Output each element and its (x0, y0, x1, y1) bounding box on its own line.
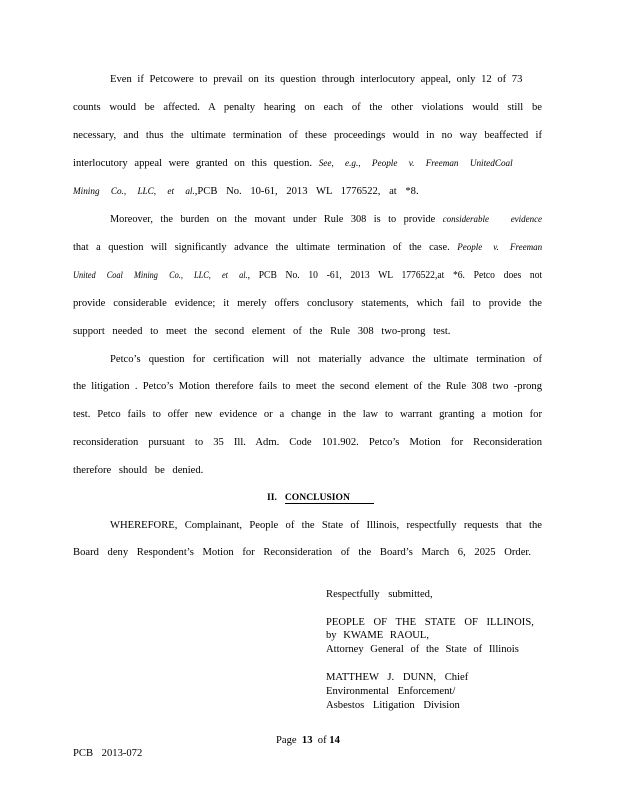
body-text: Moreover, the burden on the movant under Rule 308 is to provide (110, 214, 436, 225)
page-label: Page (276, 735, 297, 746)
signatory-name: by KWAME RAOUL, (326, 630, 430, 641)
citation: Mining Co., LLC, et al. (73, 186, 195, 196)
body-line: provide considerable evidence; it merely offers conclusory statements, which fail to provide the (73, 298, 542, 309)
citation-ref: , PCB No. 10 -61, 2013 WL 1776522,at *6. Petco does not (247, 270, 543, 281)
citation: People v. Freeman (457, 242, 543, 252)
body-line (110, 213, 542, 226)
body-line (73, 241, 542, 254)
page-of: of (317, 735, 327, 746)
body-line: counts would be affected. A penalty hearing on each of the other violations would still be (73, 102, 542, 113)
signatory-org: PEOPLE OF THE STATE OF ILLINOIS, (326, 617, 534, 628)
division-line: Environmental Enforcement/ (326, 686, 456, 697)
section-heading (267, 492, 374, 504)
case-number: PCB 2013-072 (73, 748, 143, 759)
body-line: therefore should be denied. (73, 465, 204, 476)
body-line: test. Petco fails to offer new evidence or a change in the law to warrant granting a motion for (73, 409, 542, 420)
body-line (73, 185, 419, 198)
body-line: reconsideration pursuant to 35 Ill. Adm. Code 101.902. Petco’s Motion for Reconsideration (73, 437, 542, 448)
citation: See, e.g., People v. Freeman UnitedCoal (318, 158, 513, 168)
citation: United Coal Mining Co., LLC, et al. (73, 270, 248, 280)
body-line: the litigation . Petco’s Motion therefore fails to meet the second element of the Rule 308 two -prong (73, 381, 542, 392)
division-line: Asbestos Litigation Division (326, 700, 460, 711)
body-line (73, 269, 542, 282)
closing: Respectfully submitted, (326, 589, 433, 600)
citation-ref: ,PCB No. 10-61, 2013 WL 1776522, at *8. (194, 186, 419, 197)
page-number (276, 734, 340, 747)
body-line: necessary, and thus the ultimate termination of these proceedings would in no way beaffected if (73, 130, 542, 141)
body-line: Petco’s question for certification will not materially advance the ultimate termination of (110, 354, 542, 365)
section-number: II. (267, 492, 277, 503)
body-line: support needed to meet the second element of the Rule 308 two-prong test. (73, 326, 451, 337)
page-total: 14 (329, 735, 340, 746)
body-line: WHEREFORE, Complainant, People of the State of Illinois, respectfully requests that the (110, 520, 542, 531)
body-line: Board deny Respondent’s Motion for Reconsideration of the Board’s March 6, 2025 Order. (73, 547, 532, 558)
second-signatory-name: MATTHEW J. DUNN, Chief (326, 672, 469, 683)
emphasis: considerable evidence (442, 214, 543, 224)
body-line: Even if Petcowere to prevail on its question through interlocutory appeal, only 12 of 73 (110, 74, 523, 85)
body-line (73, 157, 513, 170)
page-current: 13 (301, 735, 313, 746)
body-text: that a question will significantly advance the ultimate termination of the case. (73, 242, 450, 253)
section-title: CONCLUSION (285, 492, 374, 504)
body-text: interlocutory appeal were granted on this question. (73, 158, 313, 169)
signatory-title: Attorney General of the State of Illinois (326, 644, 519, 655)
